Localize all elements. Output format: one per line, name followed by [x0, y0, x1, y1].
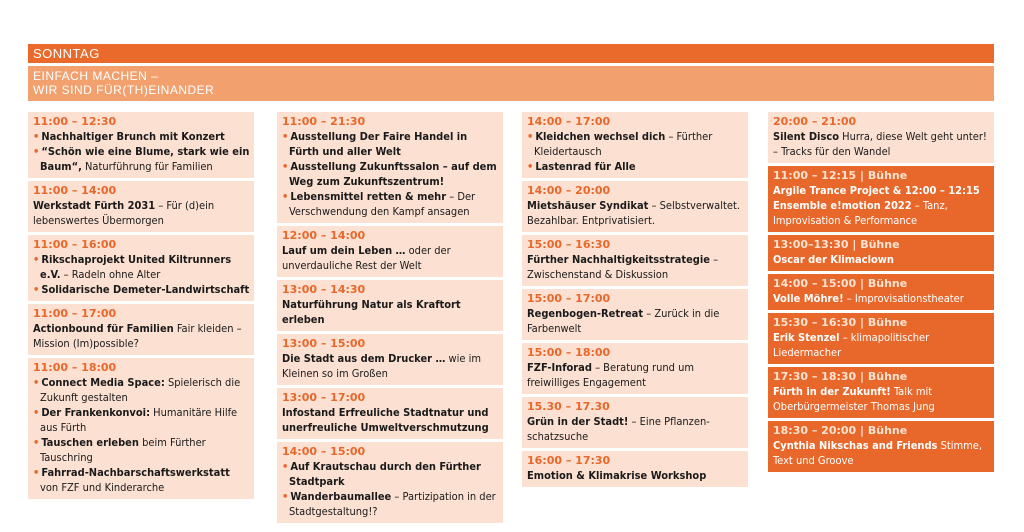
event-time: 12:00 – 14:00	[282, 229, 366, 242]
event-title: Fahrrad-Nachbarschaftswerkstatt	[41, 466, 230, 479]
event-description: wie im Kleinen so im Großen	[282, 352, 482, 380]
bullet-icon: •	[527, 160, 534, 173]
event-description: oder der unverdauliche Rest der Welt	[282, 244, 451, 272]
bullet-icon: •	[282, 130, 289, 143]
event-title: Argile Trance Project & 12:00 – 12:15 Ensemble e!motion 2022	[773, 184, 980, 212]
event-card	[522, 112, 748, 178]
event-title: “Schön wie eine Blume, stark wie ein Baum“,	[40, 145, 250, 173]
event-card	[768, 421, 994, 472]
event-time: 20:00 – 21:00	[773, 115, 857, 128]
event-item	[527, 129, 744, 159]
event-title: Silent Disco	[773, 130, 840, 143]
event-card	[522, 289, 748, 340]
event-title: Werkstadt Fürth 2031	[33, 199, 156, 212]
event-card	[522, 451, 748, 487]
event-item	[773, 291, 990, 306]
event-time: 11:00 – 14:00	[33, 184, 117, 197]
event-card	[768, 166, 994, 232]
event-description: Naturführung für Familien	[81, 160, 213, 173]
event-item	[773, 438, 990, 468]
event-title: Erik Stenzel	[773, 331, 840, 344]
event-item	[33, 405, 250, 435]
event-time: 11:00 – 12:15 | Bühne	[773, 169, 908, 182]
event-item	[527, 159, 744, 174]
event-time: 15.30 – 17.30	[527, 400, 610, 413]
event-card	[277, 226, 503, 277]
event-description: – Eine Pflanzen-schatzsuche	[527, 415, 710, 443]
event-description: – Zwischenstand & Diskussion	[527, 253, 719, 281]
event-card	[768, 274, 994, 310]
day-header: SONNTAG	[28, 44, 994, 63]
event-title: Nachhaltiger Brunch mit Konzert	[41, 130, 225, 143]
theme-line-1: EINFACH MACHEN –	[33, 69, 159, 83]
event-card	[768, 367, 994, 418]
column-2	[277, 112, 503, 526]
event-item	[33, 198, 250, 228]
event-item	[527, 414, 744, 444]
event-title: Volle Möhre!	[773, 292, 844, 305]
event-time: 15:00 – 17:00	[527, 292, 611, 305]
event-card	[277, 334, 503, 385]
event-title: Tauschen erleben	[41, 436, 139, 449]
event-title: Fürth in der Zukunft!	[773, 385, 891, 398]
event-description: von FZF und Kinderarche	[40, 481, 165, 494]
event-time: 17:30 – 18:30 | Bühne	[773, 370, 908, 383]
event-title: Der Frankenkonvoi:	[41, 406, 151, 419]
event-card	[28, 235, 254, 301]
event-time: 11:00 – 18:00	[33, 361, 117, 374]
event-title: Lebensmittel retten & mehr	[290, 190, 447, 203]
event-description: – Der Verschwendung den Kampf ansagen	[289, 190, 476, 218]
event-description: Hurra, diese Welt geht unter! – Tracks für den Wandel	[773, 130, 987, 158]
event-item	[282, 459, 499, 489]
event-time: 13:00–13:30 | Bühne	[773, 238, 900, 251]
event-item	[282, 351, 499, 381]
bullet-icon: •	[282, 460, 289, 473]
event-card	[28, 304, 254, 355]
column-4	[768, 112, 994, 475]
event-description: Talk mit Oberbürgermeister Thomas Jung	[773, 385, 935, 413]
event-card	[277, 112, 503, 223]
event-item	[33, 144, 250, 174]
event-title: Oscar der Klimaclown	[773, 253, 894, 266]
event-title: Wanderbaumallee	[290, 490, 392, 503]
event-item	[282, 189, 499, 219]
event-item	[773, 129, 990, 159]
event-item	[282, 405, 499, 435]
event-item	[282, 243, 499, 273]
event-item	[282, 159, 499, 189]
event-description: beim Fürther Tauschring	[40, 436, 206, 464]
event-title: Naturführung Natur als Kraftort erleben	[282, 298, 461, 326]
event-item	[773, 183, 990, 228]
event-title: FZF-Inforad	[527, 361, 592, 374]
column-3	[522, 112, 748, 490]
event-time: 11:00 – 17:00	[33, 307, 117, 320]
event-item	[33, 252, 250, 282]
event-description: Stimme, Text und Groove	[773, 439, 983, 467]
event-description: – Beratung rund um freiwilliges Engagement	[527, 361, 694, 389]
event-description: Humanitäre Hilfe aus Fürth	[40, 406, 238, 434]
event-title: Die Stadt aus dem Drucker …	[282, 352, 446, 365]
event-item	[527, 252, 744, 282]
event-time: 11:00 – 21:30	[282, 115, 366, 128]
event-item	[527, 360, 744, 390]
event-description: – Fürther Kleidertausch	[534, 130, 713, 158]
event-item	[282, 129, 499, 159]
event-title: Regenbogen-Retreat	[527, 307, 644, 320]
event-title: Kleidchen wechsel dich	[535, 130, 666, 143]
event-item	[773, 252, 990, 267]
event-item	[527, 306, 744, 336]
event-title: Connect Media Space:	[41, 376, 165, 389]
event-title: Cynthia Nikschas and Friends	[773, 439, 938, 452]
event-title: Grün in der Stadt!	[527, 415, 629, 428]
event-item	[773, 384, 990, 414]
event-card	[768, 313, 994, 364]
event-title: Infostand Erfreuliche Stadtnatur und unerfreuliche Umweltverschmutzung	[282, 406, 489, 434]
event-title: Solidarische Demeter-Landwirtschaft	[41, 283, 250, 296]
event-time: 15:00 – 18:00	[527, 346, 611, 359]
event-card	[522, 343, 748, 394]
bullet-icon: •	[527, 130, 534, 143]
event-card	[768, 112, 994, 163]
event-description: – Zurück in die Farbenwelt	[527, 307, 720, 335]
event-time: 11:00 – 16:00	[33, 238, 117, 251]
event-time: 16:00 – 17:30	[527, 454, 611, 467]
event-item	[33, 321, 250, 351]
event-title: Lastenrad für Alle	[535, 160, 636, 173]
event-item	[773, 330, 990, 360]
event-card	[28, 358, 254, 499]
event-title: Mietshäuser Syndikat	[527, 199, 649, 212]
theme-line-2: WIR SIND FÜR(TH)EINANDER	[33, 83, 215, 97]
event-title: Fürther Nachhaltigkeitsstrategie	[527, 253, 710, 266]
event-description: – Für (d)ein lebenswertes Übermorgen	[33, 199, 215, 227]
event-title: Ausstellung Der Faire Handel in Fürth und aller Welt	[289, 130, 468, 158]
event-title: Emotion & Klimakrise Workshop	[527, 469, 707, 482]
event-title: Auf Krautschau durch den Fürther Stadtpark	[289, 460, 481, 488]
bullet-icon: •	[282, 490, 289, 503]
column-1	[28, 112, 254, 502]
event-card	[277, 280, 503, 331]
event-description: Spielerisch die Zukunft gestalten	[40, 376, 241, 404]
event-description: – klimapolitischer Liedermacher	[773, 331, 930, 359]
event-description: – Selbstverwaltet. Bezahlbar. Entprivatisiert.	[527, 199, 740, 227]
event-card	[522, 397, 748, 448]
event-description: Fair kleiden – Mission (Im)possible?	[33, 322, 242, 350]
event-time: 18:30 – 20:00 | Bühne	[773, 424, 908, 437]
event-item	[282, 489, 499, 519]
bullet-icon: •	[33, 466, 40, 479]
event-time: 14:00 – 20:00	[527, 184, 611, 197]
event-time: 14:00 – 15:00 | Bühne	[773, 277, 908, 290]
bullet-icon: •	[33, 406, 40, 419]
event-card	[28, 181, 254, 232]
bullet-icon: •	[282, 160, 289, 173]
event-title: Ausstellung Zukunftssalon – auf dem Weg zum Zukunftszentrum!	[289, 160, 497, 188]
event-title: Actionbound für Familien	[33, 322, 174, 335]
event-title: Rikschaprojekt United Kiltrunners e.V.	[40, 253, 232, 281]
event-item	[527, 198, 744, 228]
event-time: 14:00 – 17:00	[527, 115, 611, 128]
event-card	[277, 442, 503, 523]
event-description: – Radeln ohne Alter	[60, 268, 161, 281]
event-description: – Partizipation in der Stadtgestaltung!?	[289, 490, 496, 518]
event-title: Lauf um dein Leben …	[282, 244, 406, 257]
theme-header	[28, 66, 994, 101]
event-card	[522, 235, 748, 286]
bullet-icon: •	[282, 190, 289, 203]
bullet-icon: •	[33, 145, 40, 158]
bullet-icon: •	[33, 253, 40, 266]
bullet-icon: •	[33, 283, 40, 296]
event-time: 14:00 – 15:00	[282, 445, 366, 458]
event-item	[33, 129, 250, 144]
event-item	[33, 465, 250, 495]
event-item	[33, 375, 250, 405]
event-card	[277, 388, 503, 439]
event-item	[527, 468, 744, 483]
event-item	[33, 435, 250, 465]
bullet-icon: •	[33, 130, 40, 143]
event-item	[282, 297, 499, 327]
event-time: 13:00 – 17:00	[282, 391, 366, 404]
bullet-icon: •	[33, 376, 40, 389]
event-time: 15:00 – 16:30	[527, 238, 611, 251]
event-time: 15:30 – 16:30 | Bühne	[773, 316, 908, 329]
event-item	[33, 282, 250, 297]
event-card	[768, 235, 994, 271]
event-time: 13:00 – 15:00	[282, 337, 366, 350]
event-card	[28, 112, 254, 178]
event-time: 11:00 – 12:30	[33, 115, 117, 128]
event-description: – Tanz, Improvisation & Performance	[773, 199, 948, 227]
bullet-icon: •	[33, 436, 40, 449]
event-time: 13:00 – 14:30	[282, 283, 366, 296]
event-description: – Improvisationstheater	[843, 292, 964, 305]
event-card	[522, 181, 748, 232]
